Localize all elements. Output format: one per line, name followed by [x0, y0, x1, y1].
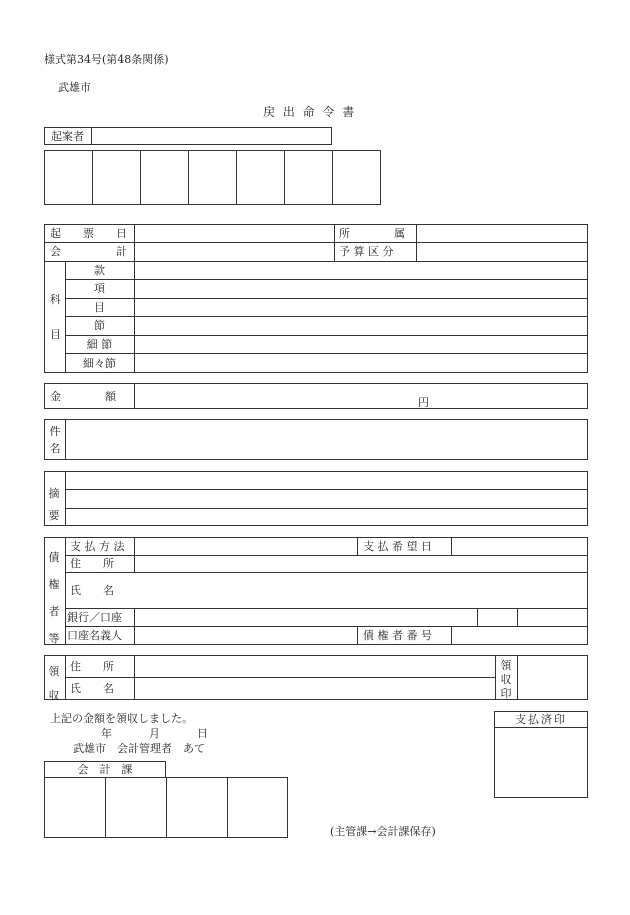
- city-name: 武雄市: [58, 81, 91, 94]
- matter-field[interactable]: [67, 420, 586, 459]
- receipt-seal-label: 領収印: [500, 659, 512, 700]
- receipt-seal-field[interactable]: [519, 656, 586, 699]
- page-title: 戻 出 命 令 書: [263, 105, 357, 119]
- department-field[interactable]: [418, 225, 586, 241]
- voucher-date-field[interactable]: [136, 225, 332, 241]
- received-statement: 上記の金額を領収しました。: [50, 712, 193, 725]
- accounting-field[interactable]: [136, 243, 332, 260]
- addressee: 武雄市 会計管理者 あて: [73, 742, 205, 755]
- date-day-label: 日: [197, 727, 208, 740]
- bank-field[interactable]: [136, 609, 475, 625]
- payment-method-label: 支 払 方 法: [70, 539, 125, 553]
- subject-row-kou: 項: [94, 282, 105, 295]
- department-label: 所 属: [339, 226, 405, 240]
- summary-label: 摘要: [48, 487, 60, 522]
- date-month-label: 月: [149, 727, 160, 740]
- budget-division-field[interactable]: [418, 243, 586, 260]
- subject-label-top: 科: [50, 293, 61, 306]
- bank-account-label: 銀行／口座: [67, 610, 122, 624]
- subject-row-kan: 款: [94, 263, 105, 277]
- receipt-address-field[interactable]: [136, 656, 493, 676]
- creditor-number-label: 債 権 者 番 号: [363, 629, 432, 642]
- form-number: 様式第34号(第48条関係): [44, 53, 169, 66]
- accounting-label: 会 計: [50, 245, 127, 258]
- subject-row-moku: 目: [94, 300, 105, 314]
- payment-date-label: 支 払 希 望 日: [363, 539, 432, 553]
- account-type-field[interactable]: [479, 609, 515, 625]
- date-year-label: 年: [101, 727, 112, 740]
- payment-method-field[interactable]: [136, 538, 355, 554]
- receipt-label: 領収: [48, 665, 60, 702]
- creditor-number-field[interactable]: [453, 627, 586, 644]
- retention-note: (主管課→会計課保存): [330, 825, 436, 838]
- account-number-field[interactable]: [519, 609, 586, 625]
- account-holder-label: 口座名義人: [67, 629, 122, 642]
- amount-unit: 円: [418, 396, 429, 409]
- subject-row-saisetsu: 細 節: [86, 337, 113, 351]
- subject-label-bottom: 目: [50, 328, 61, 341]
- creditor-address-label: 住 所: [70, 557, 114, 570]
- summary-field[interactable]: [67, 472, 586, 524]
- payment-date-field[interactable]: [453, 538, 586, 554]
- creditor-name-label: 氏 名: [70, 583, 114, 597]
- paid-seal-label: 支払済印: [515, 712, 567, 726]
- subject-row-setsu: 節: [94, 319, 105, 332]
- receipt-address-label: 住 所: [70, 659, 114, 673]
- creditor-label: 債権者等: [48, 551, 60, 645]
- drafter-label: 起案者: [51, 129, 84, 143]
- approval-stamp-grid[interactable]: [44, 150, 381, 205]
- subject-row-saisaisetsu: 細々節: [83, 356, 116, 370]
- receipt-name-label: 氏 名: [70, 682, 114, 695]
- matter-label: 件名: [49, 424, 61, 455]
- account-holder-field[interactable]: [136, 627, 355, 644]
- creditor-name-field[interactable]: [136, 573, 586, 607]
- voucher-date-label: 起 票 日: [50, 226, 127, 240]
- budget-division-label: 予 算 区 分: [339, 245, 394, 258]
- amount-field[interactable]: [136, 384, 416, 408]
- creditor-address-field[interactable]: [136, 556, 586, 571]
- amount-label: 金 額: [50, 389, 116, 403]
- receipt-name-field[interactable]: [136, 678, 493, 699]
- accounting-section-label: 会 計 課: [77, 763, 133, 776]
